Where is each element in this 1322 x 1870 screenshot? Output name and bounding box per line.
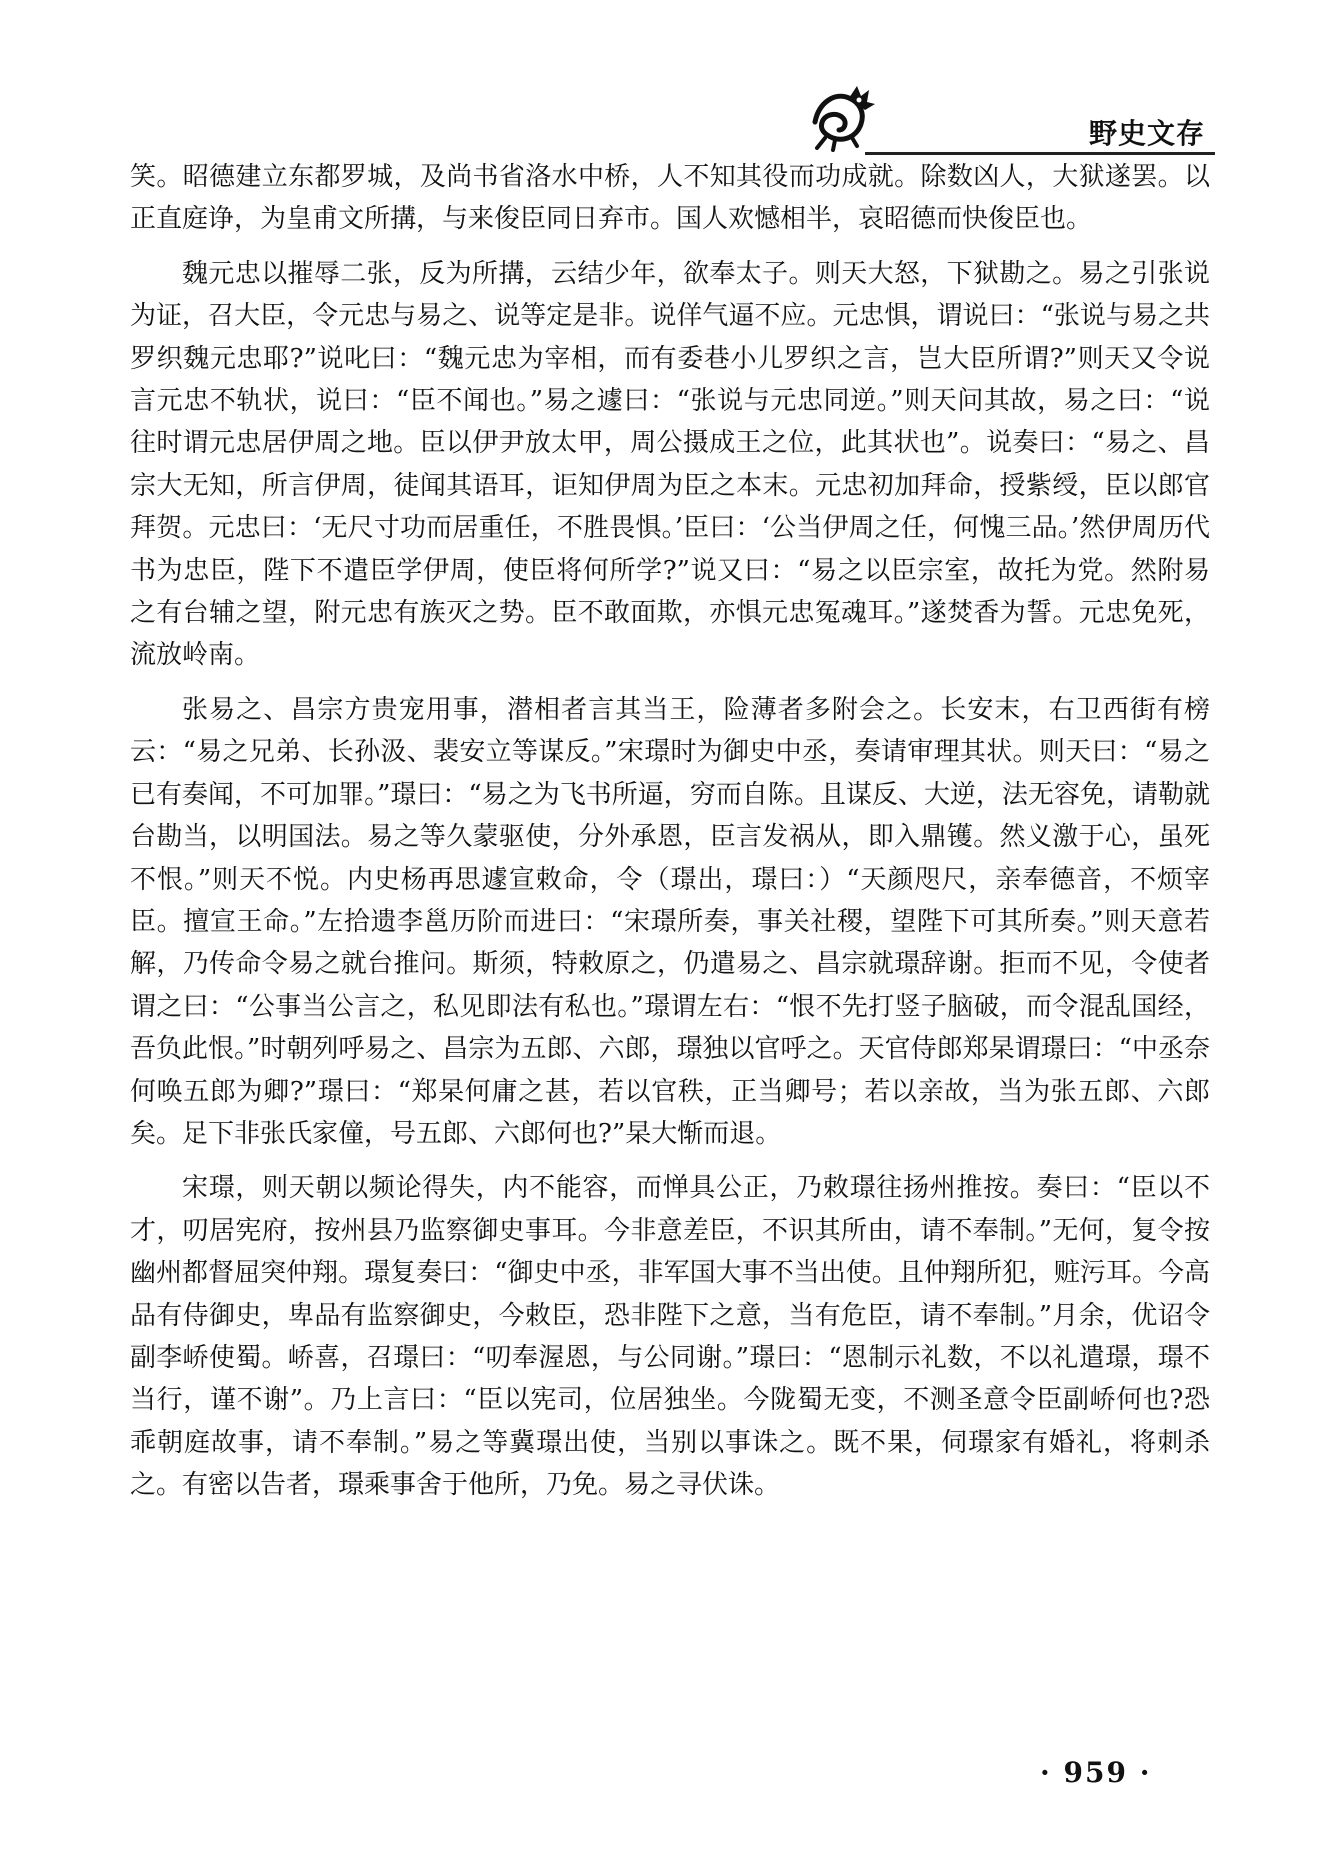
paragraph-wei-yuanzhong: 魏元忠以摧辱二张，反为所搆，云结少年，欲奉太子。则天大怒，下狱勘之。易之引张说为证，召大臣，令元忠与易之、说等定是非。说佯气逼不应。元忠惧，谓说曰：“张说与易之共罗织魏元忠耶?”说叱曰：“魏元忠为宰相，而有委巷小儿罗织之言，岂大臣所谓?”则天又令说言元忠不轨状，说曰：“臣不闻也。”易之遽曰：“张说与元忠同逆。”则天问其故，易之曰：“说往时谓元忠居伊周之地。臣以伊尹放太甲，周公摄成王之位，此其状也”。说奏曰：“易之、昌宗大无知，所言伊周，徒闻其语耳，讵知伊周为臣之本末。元忠初加拜命，授紫绶，臣以郎官拜贺。元忠曰：‘无尺寸功而居重任，不胜畏惧。’臣曰：‘公当伊周之任，何愧三品。’然伊周历代书为忠臣，陛下不遣臣学伊周，使臣将何所学?”说又曰：“易之以臣宗室，故托为党。然附易之有台辅之望，附元忠有族灭之势。臣不敢面欺，亦惧元忠冤魂耳。”遂焚香为誓。元忠免死，流放岭南。 (130, 258, 1210, 671)
running-header (805, 82, 1215, 162)
paragraph-zhang-yizhi: 张易之、昌宗方贵宠用事，潜相者言其当王，险薄者多附会之。长安末，右卫西街有榜云：“易之兄弟、长孙汲、裴安立等谋反。”宋璟时为御史中丞，奏请审理其状。则天曰：“易之已有奏闻，不可加罪。”璟曰：“易之为飞书所逼，穷而自陈。且谋反、大逆，法无容免，请勒就台勘当，以明国法。易之等久蒙驱使，分外承恩，臣言发祸从，即入鼎镬。然义激于心，虽死不恨。”则天不悦。内史杨再思遽宣敕命，令（璟出，璟曰：）“天颜咫尺，亲奉德音，不烦宰臣。擅宣王命。”左拾遗李邕历阶而进曰：“宋璟所奏，事关社稷，望陛下可其所奏。”则天意若解，乃传命令易之就台推问。斯须，特敕原之，仍遣易之、昌宗就璟辞谢。拒而不见，令使者谓之曰：“公事当公言之，私见即法有私也。”璟谓左右：“恨不先打竖子脑破，而令混乱国经，吾负此恨。”时朝列呼易之、昌宗为五郎、六郎，璟独以官呼之。天官侍郎郑杲谓璟曰：“中丞奈何唤五郎为卿?”璟曰：“郑杲何庸之甚，若以官秩，正当卿号；若以亲故，当为张五郎、六郎矣。足下非张氏家僮，号五郎、六郎何也?”杲大惭而退。 (130, 694, 1210, 1149)
page-number: · 959 · (1040, 1756, 1152, 1789)
dragon-emblem-icon (805, 82, 879, 152)
header-title: 野史文存 (1088, 117, 1205, 150)
header-divider (865, 152, 1215, 155)
body-text (130, 156, 1210, 1519)
paragraph-continuation: 笑。昭德建立东都罗城，及尚书省洛水中桥，人不知其役而功成就。除数凶人，大狱遂罢。以正直庭诤，为皇甫文所搆，与来俊臣同日弃市。国人欢憾相半，哀昭德而快俊臣也。 (130, 162, 1210, 235)
paragraph-song-jing: 宋璟，则天朝以频论得失，内不能容，而惮具公正，乃敕璟往扬州推按。奏曰：“臣以不才，叨居宪府，按州县乃监察御史事耳。今非意差臣，不识其所由，请不奉制。”无何，复令按幽州都督屈突仲翔。璟复奏曰：“御史中丞，非军国大事不当出使。且仲翔所犯，赃污耳。今高品有侍御史，卑品有监察御史，今敕臣，恐非陛下之意，当有危臣，请不奉制。”月余，优诏令副李峤使蜀。峤喜，召璟曰：“叨奉渥恩，与公同谢。”璟曰：“恩制示礼数，不以礼遣璟，璟不当行，谨不谢”。乃上言曰：“臣以宪司，位居独坐。今陇蜀无变，不测圣意令臣副峤何也?恐乖朝庭故事，请不奉制。”易之等冀璟出使，当别以事诛之。既不果，伺璟家有婚礼，将刺杀之。有密以告者，璟乘事舍于他所，乃免。易之寻伏诛。 (130, 1173, 1210, 1501)
